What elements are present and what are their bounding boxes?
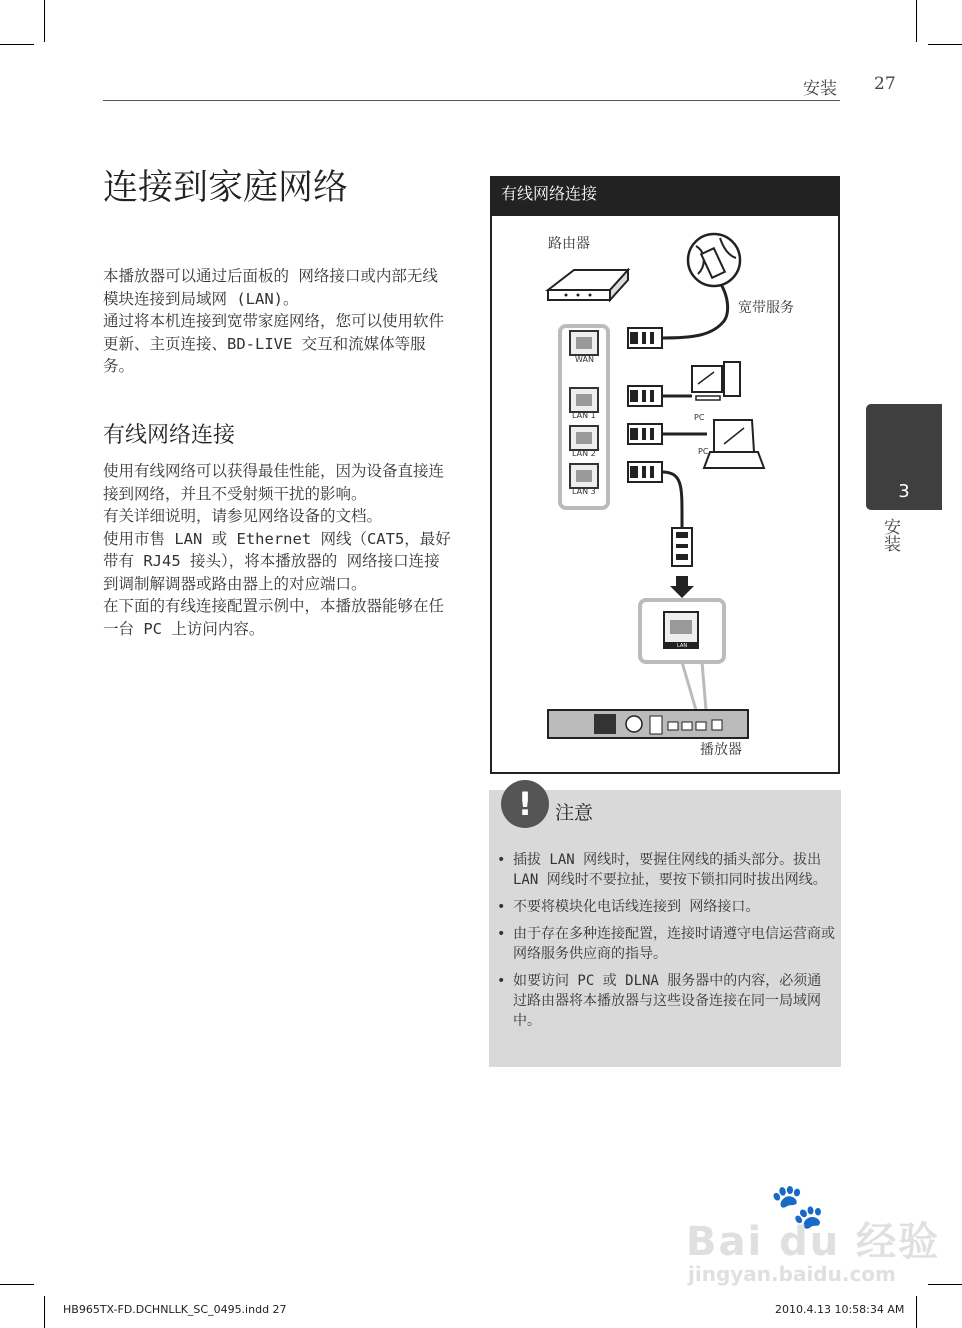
svg-text:LAN 3: LAN 3 [572,487,596,496]
chapter-label: 安装 [880,518,900,552]
svg-text:PC: PC [698,447,709,456]
paw-icon: 🐾 [770,1181,825,1232]
intro-paragraph: 通过将本机连接到宽带家庭网络，您可以使用软件更新、主页连接、BD-LIVE 交互和流媒体等服务。 [103,312,445,375]
cable-plug-lan3 [628,462,662,482]
player-back-panel [548,710,748,738]
footer-timestamp: 2010.4.13 10:58:34 AM [775,1303,905,1316]
note-list [497,850,835,1038]
broadband-label: 宽带服务 [738,300,794,316]
cable-plug-lan1 [628,386,662,406]
watermark-brand: Bai du 经验 [686,1219,941,1265]
header-rule [103,100,840,101]
page-title: 连接到家庭网络 [103,168,349,208]
caution-note [489,785,841,1067]
section-paragraph: 使用市售 LAN 或 Ethernet 网线（CAT5，最好带有 RJ45 接头），将本播放器的 网络接口连接到调制解调器或路由器上的对应端口。 [103,529,451,593]
note-item: • 不要将模块化电话线连接到 网络接口。 [497,897,835,917]
exclamation-icon: ! [501,780,549,828]
section-paragraph: 有关详细说明，请参见网络设备的文档。 [103,507,383,525]
intro-paragraph: 本播放器可以通过后面板的 网络接口或内部无线模块连接到局域网 (LAN)。 [103,267,438,308]
chapter-tab [866,404,942,510]
crop-mark [44,1296,45,1328]
cable-plug-lan2 [628,424,662,444]
intro-text [103,265,453,378]
footer-file: HB965TX-FD.DCHNLLK_SC_0495.indd 27 [63,1303,287,1316]
lan1-port [570,388,598,412]
section-heading: 有线网络连接 [103,423,236,448]
chapter-number: 3 [898,481,910,502]
note-item: • 由于存在多种连接配置，连接时请遵守电信运营商或网络服务供应商的指导。 [497,924,835,964]
svg-text:LAN 1: LAN 1 [572,411,596,420]
lan2-port [570,426,598,450]
section-text [103,460,453,640]
svg-text:LAN: LAN [677,643,688,649]
svg-text:PC: PC [694,413,705,422]
arrow-down-icon [670,576,694,598]
crop-mark [928,44,962,45]
player-label: 播放器 [700,742,742,758]
crop-mark [916,1296,917,1328]
note-item: • 插拔 LAN 网线时，要握住网线的插头部分。拔出 LAN 网线时不要拉扯，要按下锁扣同时拔出网线。 [497,850,835,890]
crop-mark [0,1284,34,1285]
desktop-pc-icon [692,362,740,400]
note-item: • 如要访问 PC 或 DLNA 服务器中的内容，必须通过路由器将本播放器与这些设备连接在同一局域网中。 [497,971,835,1031]
header-section: 安装 [803,79,837,99]
crop-mark [916,0,917,42]
cable-plug-wan [628,328,662,348]
crop-mark [44,0,45,42]
note-title: 注意 [555,802,594,824]
svg-text:WAN: WAN [575,355,594,364]
network-diagram [490,176,840,774]
laptop-icon [704,420,764,468]
crop-mark [928,1284,962,1285]
diagram-title: 有线网络连接 [492,178,838,216]
watermark-url: jingyan.baidu.com [688,1262,896,1286]
section-paragraph: 在下面的有线连接配置示例中，本播放器能够在任一台 PC 上访问内容。 [103,597,445,638]
globe-icon [688,234,740,286]
cable-plug-vertical [672,528,692,566]
router-label: 路由器 [548,236,590,252]
lan3-port [570,464,598,488]
svg-text:LAN 2: LAN 2 [572,449,596,458]
diagram-illustration [492,216,838,772]
section-paragraph: 使用有线网络可以获得最佳性能，因为设备直接连接到网络，并且不受射频干扰的影响。 [103,462,445,503]
router-icon [548,270,628,300]
wan-port [570,331,598,355]
page-number: 27 [874,74,896,94]
crop-mark [0,44,34,45]
